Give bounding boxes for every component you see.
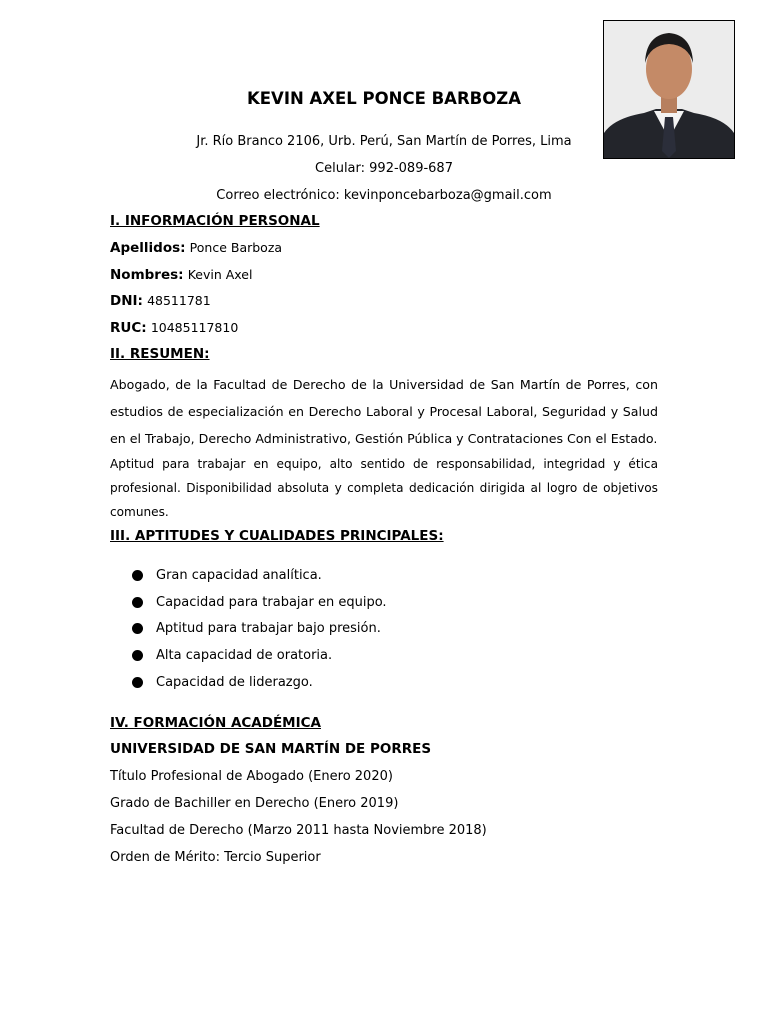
list-item [132, 562, 387, 589]
education-line: Orden de Mérito: Tercio Superior [110, 850, 321, 865]
summary-paragraph: Abogado, de la Facultad de Derecho de la Universidad de San Martín de Porres, con estudios de especialización en Derecho Laboral y Procesal Laboral, Seguridad y Salud en el Trabajo, Derecho Administrativo, Gestión Pública y Contrataciones Con el Estado. [110, 377, 658, 446]
section-heading-education: IV. FORMACIÓN ACADÉMICA [110, 715, 321, 731]
list-item-text: Gran capacidad analítica. [156, 567, 322, 583]
field-value: Kevin Axel [187, 267, 253, 282]
bullet-icon [132, 650, 143, 661]
list-item [132, 669, 387, 696]
bullet-icon [132, 570, 143, 581]
list-item-text: Capacidad de liderazgo. [156, 674, 313, 690]
education-line: Facultad de Derecho (Marzo 2011 hasta Noviembre 2018) [110, 823, 487, 838]
field-label: Apellidos: [110, 240, 186, 256]
education-line: Grado de Bachiller en Derecho (Enero 2019) [110, 796, 399, 811]
field-value: 48511781 [147, 293, 211, 308]
skills-list [132, 562, 387, 695]
field-value: Ponce Barboza [189, 240, 283, 255]
summary-paragraph: Aptitud para trabajar en equipo, alto sentido de responsabilidad, integridad y ética profesional. Disponibilidad absoluta y completa dedicación dirigida al logro de objetivos comunes. [110, 457, 658, 519]
phone-line: Celular: 992-089-687 [315, 161, 453, 176]
list-item [132, 615, 387, 642]
field-label: DNI: [110, 293, 143, 309]
section-heading-summary: II. RESUMEN: [110, 346, 210, 362]
section-heading-skills: III. APTITUDES Y CUALIDADES PRINCIPALES: [110, 528, 444, 544]
field-ruc [110, 320, 238, 336]
field-nombres [110, 267, 252, 283]
candidate-name: KEVIN AXEL PONCE BARBOZA [247, 89, 521, 108]
field-value: 10485117810 [150, 320, 239, 335]
university-name: UNIVERSIDAD DE SAN MARTÍN DE PORRES [110, 741, 432, 757]
education-line: Título Profesional de Abogado (Enero 2020) [110, 769, 393, 784]
bullet-icon [132, 597, 143, 608]
bullet-icon [132, 623, 143, 634]
field-dni [110, 293, 211, 309]
address-line: Jr. Río Branco 2106, Urb. Perú, San Martín de Porres, Lima [196, 134, 572, 149]
field-apellidos [110, 240, 282, 256]
summary-text [110, 371, 658, 524]
email-line: Correo electrónico: kevinponcebarboza@gmail.com [216, 188, 552, 203]
section-heading-personal: I. INFORMACIÓN PERSONAL [110, 213, 320, 229]
list-item-text: Alta capacidad de oratoria. [156, 647, 333, 663]
list-item-text: Capacidad para trabajar en equipo. [156, 594, 387, 610]
field-label: Nombres: [110, 267, 184, 283]
list-item [132, 589, 387, 616]
list-item [132, 642, 387, 669]
field-label: RUC: [110, 320, 147, 336]
list-item-text: Aptitud para trabajar bajo presión. [156, 621, 381, 637]
bullet-icon [132, 677, 143, 688]
